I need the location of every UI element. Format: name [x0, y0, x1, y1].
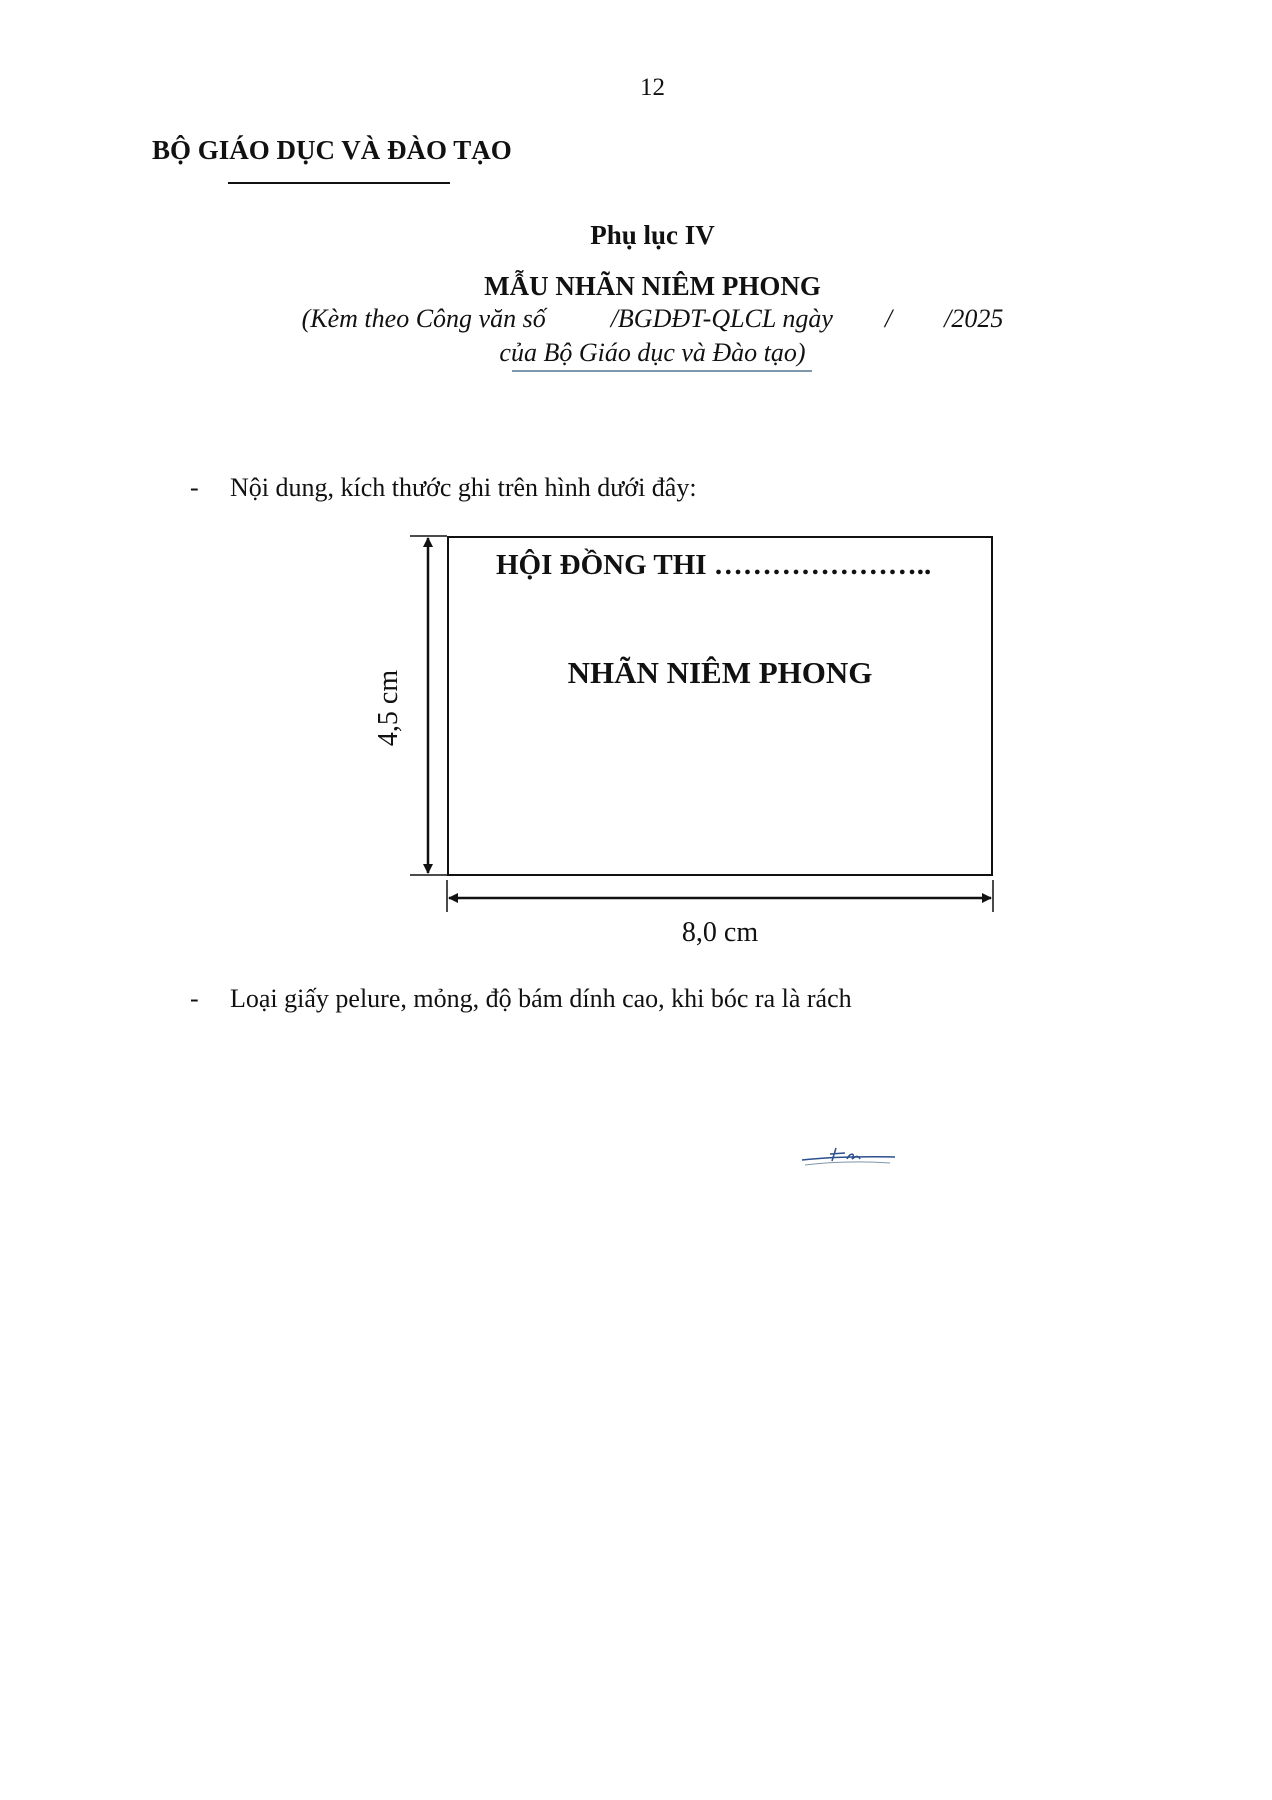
- width-dimension-label: 8,0 cm: [681, 917, 759, 948]
- label-title: NHÃN NIÊM PHONG: [567, 655, 873, 690]
- page-number: 12: [640, 74, 665, 101]
- reference-line: (Kèm theo Công văn số /BGDĐT-QLCL ngày / /2025: [301, 304, 1004, 333]
- issuer-line: của Bộ Giáo dục và Đào tạo): [499, 338, 806, 367]
- form-title: MẪU NHÃN NIÊM PHONG: [484, 271, 821, 301]
- bullet-paper-type: Loại giấy pelure, mỏng, độ bám dính cao, khi bóc ra là rách: [230, 984, 852, 1013]
- bullet-content-size: Nội dung, kích thước ghi trên hình dưới đây:: [230, 473, 697, 502]
- signature-mark: [800, 1140, 910, 1170]
- label-heading: HỘI ĐỒNG THI …………………..: [496, 549, 932, 581]
- agency-name: BỘ GIÁO DỤC VÀ ĐÀO TẠO: [152, 135, 512, 165]
- seal-label-box: [447, 536, 993, 876]
- bullet-marker: -: [190, 473, 199, 502]
- appendix-title: Phụ lục IV: [590, 220, 715, 250]
- height-dimension-label: 4,5 cm: [373, 669, 404, 747]
- bullet-marker: -: [190, 984, 199, 1013]
